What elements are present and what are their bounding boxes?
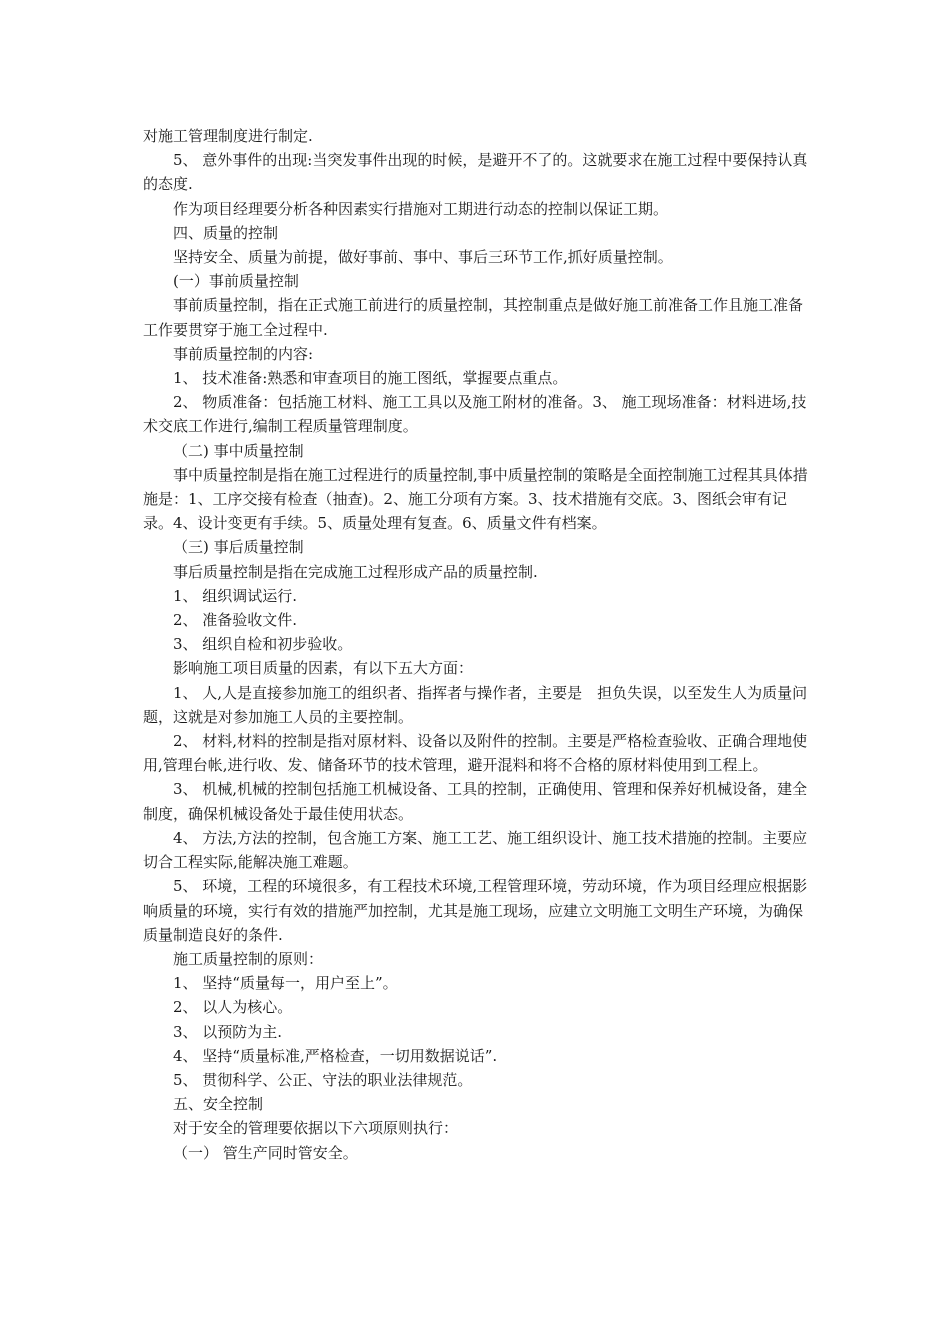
list-item: 4、 坚持“质量标准,严格检查，一切用数据说话”. [173, 1046, 498, 1065]
paragraph: 事前质量控制的内容: [173, 344, 314, 363]
paragraph: 作为项目经理要分析各种因素实行措施对工期进行动态的控制以保证工期。 [173, 199, 669, 218]
list-item: 3、 机械,机械的控制包括施工机械设备、工具的控制，正确使用、管理和保养好机械设备，建全制度，确保机械设备处于最佳使用状态。 [143, 780, 808, 823]
paragraph: 事中质量控制是指在施工过程进行的质量控制,事中质量控制的策略是全面控制施工过程其具体措施是：1、工序交接有检查（抽查)。2、施工分项有方案。3、技术措施有交底。3、图纸会审有记录。4、设计变更有手续。5、质量处理有复查。6、质量文件有档案。 [143, 465, 808, 533]
paragraph: 对施工管理制度进行制定. [143, 127, 313, 145]
list-item: 3、 组织自检和初步验收。 [173, 635, 353, 654]
section-heading: 五、安全控制 [173, 1095, 264, 1114]
subsection-heading: （一） 管生产同时管安全。 [173, 1143, 358, 1162]
document-body [143, 124, 808, 1165]
paragraph: 事后质量控制是指在完成施工过程形成产品的质量控制. [173, 562, 538, 581]
list-item: 3、 以预防为主. [173, 1022, 283, 1041]
paragraph: 对于安全的管理要依据以下六项原则执行： [173, 1119, 459, 1138]
list-item: 2、 物质准备：包括施工材料、施工工具以及施工附材的准备。3、 施工现场准备：材料进场,技术交底工作进行,编制工程质量管理制度。 [143, 393, 807, 436]
subsection-heading: （二) 事中质量控制 [173, 441, 304, 460]
list-item: 1、 组织调试运行. [173, 586, 298, 605]
list-item: 1、 坚持“质量每一，用户至上”。 [173, 974, 398, 993]
list-item: 5、 贯彻科学、公正、守法的职业法律规范。 [173, 1070, 473, 1089]
list-item: 2、 以人为核心。 [173, 998, 293, 1017]
paragraph: 影响施工项目质量的因素，有以下五大方面： [173, 659, 474, 678]
list-item: 2、 材料,材料的控制是指对原材料、设备以及附件的控制。主要是严格检查验收、正确合理地使用,管理台帐,进行收、发、储备环节的技术管理，避开混料和将不合格的原材料使用到工程上。 [143, 732, 808, 775]
paragraph: 事前质量控制，指在正式施工前进行的质量控制，其控制重点是做好施工前准备工作且施工准备工作要贯穿于施工全过程中. [143, 296, 804, 339]
paragraph: 5、 意外事件的出现:当突发事件出现的时候，是避开不了的。这就要求在施工过程中要保持认真的态度. [143, 151, 808, 194]
list-item: 5、 环境，工程的环境很多，有工程技术环境,工程管理环境，劳动环境，作为项目经理应根据影响质量的环境，实行有效的措施严加控制，尤其是施工现场，应建立文明施工文明生产环境，为确保质量制造良好的条件. [143, 877, 808, 944]
subsection-heading: (一）事前质量控制 [173, 272, 299, 291]
list-item: 4、 方法,方法的控制，包含施工方案、施工工艺、施工组织设计、施工技术措施的控制。主要应切合工程实际,能解决施工难题。 [143, 828, 808, 872]
paragraph: 施工质量控制的原则： [173, 949, 324, 968]
subsection-heading: （三) 事后质量控制 [173, 538, 304, 557]
paragraph: 坚持安全、质量为前提，做好事前、事中、事后三环节工作,抓好质量控制。 [173, 248, 673, 267]
section-heading: 四、质量的控制 [173, 223, 279, 242]
list-item: 1、 人,人是直接参加施工的组织者、指挥者与操作者，主要是 担负失误，以至发生人为质量问题，这就是对参加施工人员的主要控制。 [143, 683, 808, 726]
list-item: 2、 准备验收文件. [173, 611, 298, 630]
list-item: 1、 技术准备:熟悉和审查项目的施工图纸，掌握要点重点。 [173, 369, 568, 388]
